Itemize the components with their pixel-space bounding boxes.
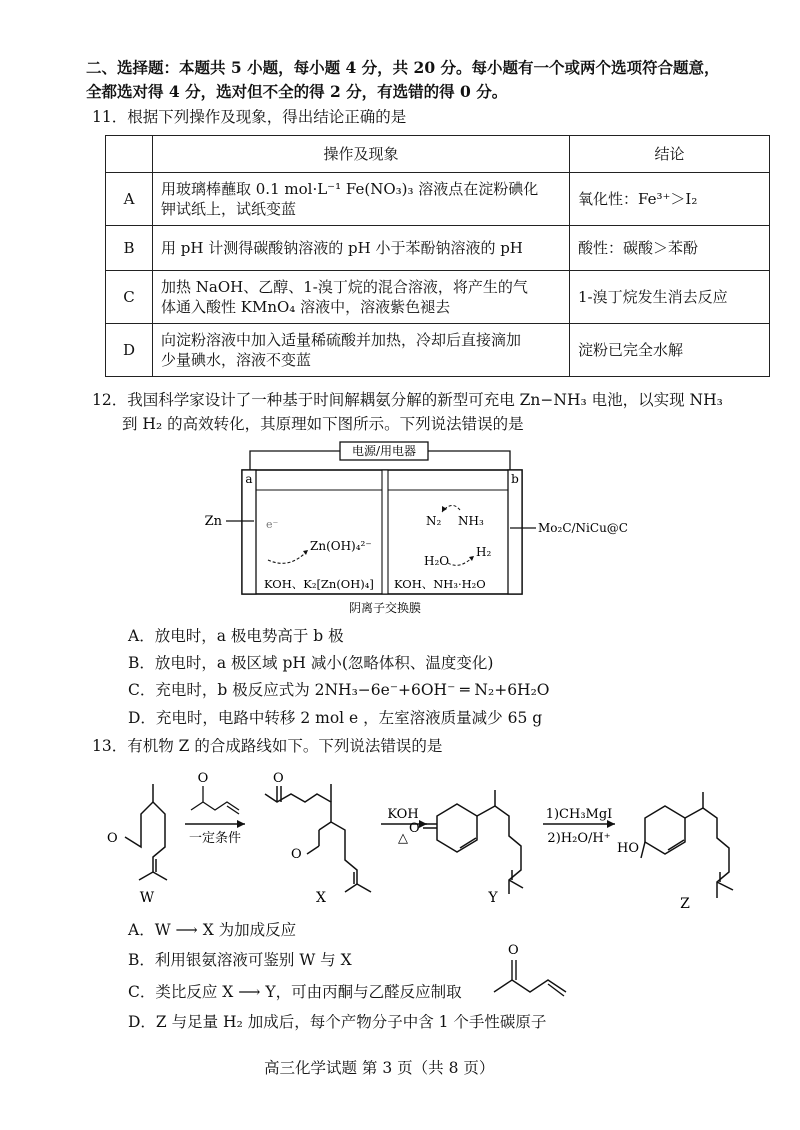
electrode-a [242,470,256,594]
q12-option-b: B．放电时，a 极区域 pH 减小(忽略体积、温度变化) [128,654,494,672]
page-footer: 高三化学试题 第 3 页（共 8 页） [264,1059,495,1077]
zinc-ion-label: Zn(OH)₄²⁻ [310,539,372,553]
condition-2-top: KOH [387,807,419,822]
w-carbonyl-o: O [107,831,118,846]
q13-option-d: D．Z 与足量 H₂ 加成后，每个产物分子中含 1 个手性碳原子 [128,1013,547,1031]
z-hydroxyl-label: HO [617,841,639,856]
nh3-label: NH₃ [458,514,484,528]
compound-z-label: Z [680,896,690,912]
row-operation-line: 少量碘水，溶液不变蓝 [161,351,312,369]
header-empty [106,136,153,173]
row-label: A [106,173,153,226]
q13-option-a: A．W ⟶ X 为加成反应 [128,921,297,939]
x-aldehyde-o: O [291,847,302,862]
q11-table [105,135,770,377]
q11-stem: 11．根据下列操作及现象，得出结论正确的是 [92,108,407,126]
synthesis-scheme [95,762,755,912]
q12-stem-line2: 到 H₂ 的高效转化，其原理如下图所示。下列说法错误的是 [122,415,524,433]
h2-label: H₂ [476,545,492,559]
compound-w-label: W [139,890,155,906]
row-operation [153,324,570,377]
row-operation-line: 用 pH 计测得碳酸钠溶液的 pH 小于苯酚钠溶液的 pH [161,239,523,257]
option-c-carbonyl-o: O [508,943,519,958]
row-conclusion: 1-溴丁烷发生消去反应 [570,271,770,324]
zn-dissolve-arrow [268,550,308,563]
row-conclusion: 淀粉已完全水解 [570,324,770,377]
header-conclusion: 结论 [570,136,770,173]
table-row [106,226,770,271]
option-c-structure [488,936,598,1006]
row-conclusion: 氧化性：Fe³⁺＞I₂ [570,173,770,226]
x-ketone-o: O [273,771,284,786]
y-carbonyl-o: O [409,821,420,836]
compound-x-label: X [316,890,326,906]
condition-3-bottom: 2)H₂O/H⁺ [547,831,611,846]
q12-option-c: C．充电时，b 极反应式为 2NH₃−6e⁻+6OH⁻ ═ N₂+6H₂O [128,681,550,699]
reagent-o-label: O [197,771,209,786]
n2-label: N₂ [426,514,442,528]
row-operation-line: 体通入酸性 KMnO₄ 溶液中，溶液紫色褪去 [161,298,451,316]
row-operation-line: 钾试纸上，试纸变蓝 [161,200,297,218]
table-row [106,271,770,324]
h2o-label: H₂O [424,554,450,568]
table-row [106,324,770,377]
section-title-line2: 全都选对得 4 分，选对但不全的得 2 分，有选错的得 0 分。 [86,82,508,101]
cathode-material-label: Mo₂C/NiCu@C [538,521,628,535]
row-operation [153,173,570,226]
q13-stem: 13．有机物 Z 的合成路线如下。下列说法错误的是 [92,737,443,755]
electrode-b [508,470,522,594]
row-conclusion: 酸性：碳酸＞苯酚 [570,226,770,271]
q13-option-b: B．利用银氨溶液可鉴别 W 与 X [128,951,352,969]
electrode-a-label: a [245,472,253,486]
membrane-label: 阴离子交换膜 [348,601,422,615]
left-solution-label: KOH、K₂[Zn(OH)₄] [264,577,374,591]
right-solution-label: KOH、NH₃·H₂O [394,577,486,591]
condition-2-bottom: △ [398,831,408,846]
power-label: 电源/用电器 [351,444,417,458]
condition-1-below: 一定条件 [188,831,242,846]
q12-stem-line1: 12．我国科学家设计了一种基于时间解耦氨分解的新型可充电 Zn−NH₃ 电池，以实现 NH₃ [92,391,723,409]
q12-option-a: A．放电时，a 极电势高于 b 极 [128,627,344,645]
zn-label: Zn [204,514,222,529]
condition-3-top: 1)CH₃MgI [545,807,613,822]
membrane [382,470,388,594]
battery-diagram [180,438,660,618]
row-label: D [106,324,153,377]
electron-symbol: e⁻ [266,518,279,531]
table-row [106,173,770,226]
q12-option-d: D．充电时，电路中转移 2 mol e ，左室溶液质量减少 65 g [128,709,543,727]
row-operation-line: 用玻璃棒蘸取 0.1 mol·L⁻¹ Fe(NO₃)₃ 溶液点在淀粉碘化 [161,180,539,198]
electrode-b-label: b [511,472,519,486]
section-title-line1: 二、选择题：本题共 5 小题，每小题 4 分，共 20 分。每小题有一个或两个选项符合题意， [86,58,720,77]
row-operation [153,271,570,324]
row-operation-line: 加热 NaOH、乙醇、1-溴丁烷的混合溶液，将产生的气 [161,278,528,296]
row-operation-line: 向淀粉溶液中加入适量稀硫酸并加热，冷却后直接滴加 [161,331,522,349]
row-label: B [106,226,153,271]
header-operation: 操作及现象 [153,136,570,173]
q13-option-c: C．类比反应 X ⟶ Y，可由丙酮与乙醛反应制取 [128,983,462,1001]
table-header-row [106,136,770,173]
row-operation [153,226,570,271]
compound-y-label: Y [488,890,498,906]
row-label: C [106,271,153,324]
